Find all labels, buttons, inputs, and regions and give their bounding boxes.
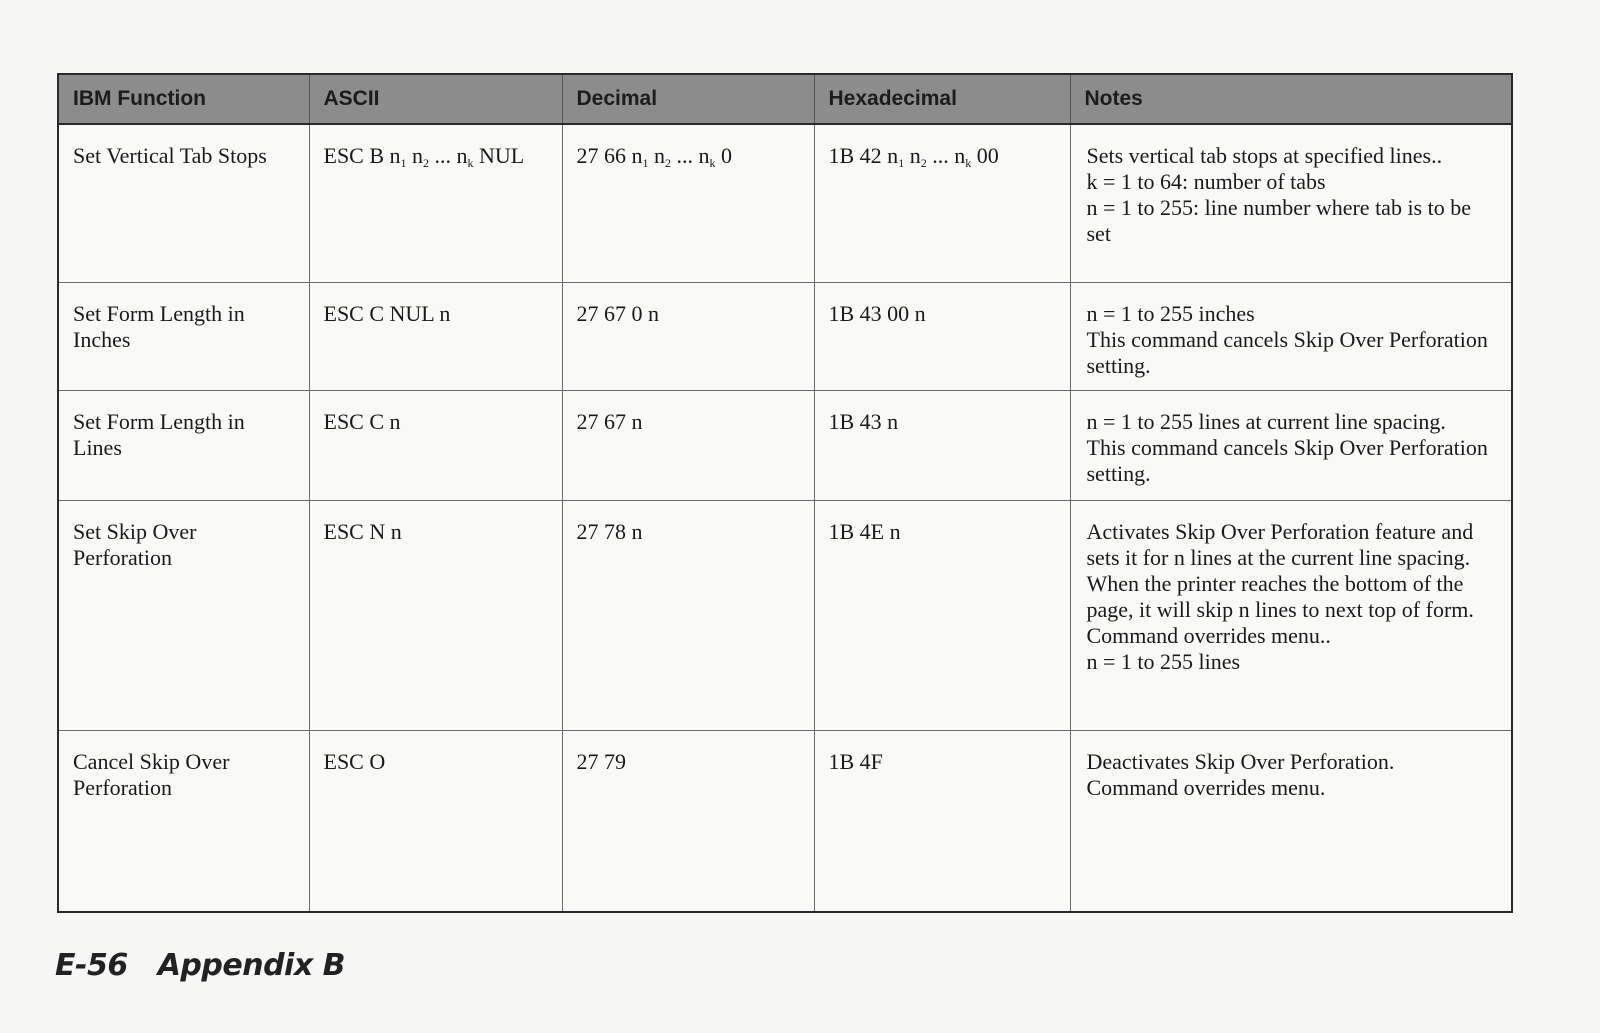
cell-notes: Activates Skip Over Perforation feature and sets it for n lines at the current line spacing. When the printer reaches the bottom of the page, it will skip n lines to next top of form. Command overrides menu.. n = 1 to 255 lines <box>1070 500 1512 730</box>
cell-ascii: ESC C NUL n <box>309 282 562 390</box>
table-row <box>58 730 1512 912</box>
cell-function: Cancel Skip Over Perforation <box>58 730 309 912</box>
table-row <box>58 390 1512 500</box>
cell-decimal: 27 78 n <box>562 500 814 730</box>
cell-ascii: ESC N n <box>309 500 562 730</box>
cell-ascii: ESC O <box>309 730 562 912</box>
cell-function: Set Form Length in Lines <box>58 390 309 500</box>
cell-hexadecimal: 1B 42 $n_1$ $n_2$ ... $n_k$ 00 <box>814 124 1070 282</box>
cell-decimal: 27 67 n <box>562 390 814 500</box>
header-decimal: Decimal <box>562 74 814 124</box>
cell-function: Set Vertical Tab Stops <box>58 124 309 282</box>
command-table <box>57 73 1513 913</box>
header-ibm-function: IBM Function <box>58 74 309 124</box>
page-number: E-56 <box>55 948 128 983</box>
cell-decimal: 27 66 $n_1$ $n_2$ ... $n_k$ 0 <box>562 124 814 282</box>
header-notes: Notes <box>1070 74 1512 124</box>
cell-hexadecimal: 1B 43 n <box>814 390 1070 500</box>
page-footer <box>55 948 345 983</box>
header-row <box>58 74 1512 124</box>
cell-hexadecimal: 1B 4E n <box>814 500 1070 730</box>
header-ascii: ASCII <box>309 74 562 124</box>
cell-notes: Sets vertical tab stops at specified lines.. k = 1 to 64: number of tabs n = 1 to 255: line number where tab is to be set <box>1070 124 1512 282</box>
table-row <box>58 124 1512 282</box>
cell-ascii: ESC B $n_1$ $n_2$ ... $n_k$ NUL <box>309 124 562 282</box>
cell-function: Set Skip Over Perforation <box>58 500 309 730</box>
cell-hexadecimal: 1B 4F <box>814 730 1070 912</box>
cell-ascii: ESC C n <box>309 390 562 500</box>
section-title: Appendix B <box>157 948 345 983</box>
header-hexadecimal: Hexadecimal <box>814 74 1070 124</box>
table-row <box>58 282 1512 390</box>
cell-notes: Deactivates Skip Over Perforation. Command overrides menu. <box>1070 730 1512 912</box>
cell-notes: n = 1 to 255 lines at current line spacing. This command cancels Skip Over Perforation setting. <box>1070 390 1512 500</box>
cell-decimal: 27 67 0 n <box>562 282 814 390</box>
table-row <box>58 500 1512 730</box>
cell-function: Set Form Length in Inches <box>58 282 309 390</box>
cell-notes: n = 1 to 255 inches This command cancels Skip Over Perforation setting. <box>1070 282 1512 390</box>
cell-hexadecimal: 1B 43 00 n <box>814 282 1070 390</box>
cell-decimal: 27 79 <box>562 730 814 912</box>
